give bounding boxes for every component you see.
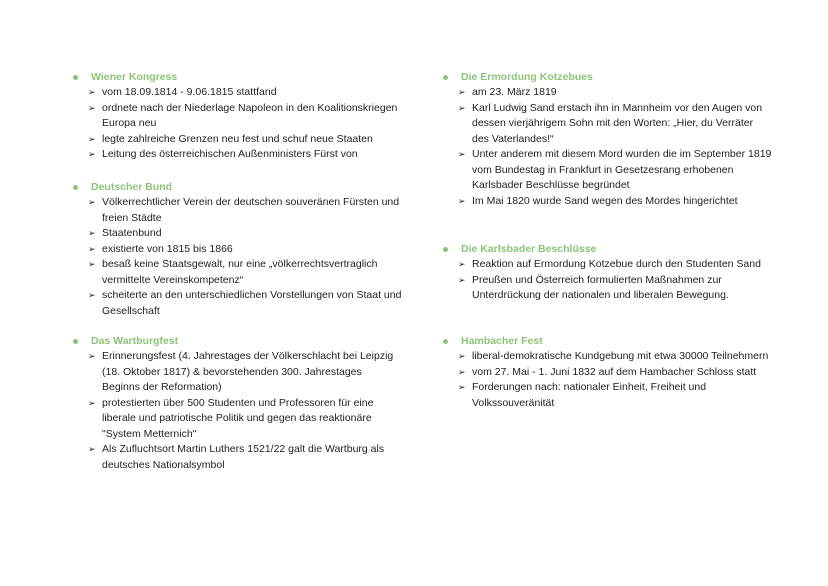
list-item: ➢ existierte von 1815 bis 1866: [72, 242, 402, 258]
section-heading: [442, 242, 772, 257]
list-item: ➢ vom 18.09.1814 - 9.06.1815 stattfand: [72, 85, 402, 101]
arrow-bullet-icon: ➢: [88, 290, 96, 300]
bullet-dot-icon: [73, 75, 78, 80]
list-item: ➢ am 23. März 1819: [442, 85, 772, 101]
arrow-bullet-icon: ➢: [88, 133, 96, 144]
arrow-bullet-icon: ➢: [88, 351, 96, 361]
list-item: ➢ Reaktion auf Ermordung Kotzebue durch den Studenten Sand: [442, 257, 772, 273]
list-item: ➢ Forderungen nach: nationaler Einheit, Freiheit und Volkssouveränität: [458, 381, 707, 409]
list-item: ➢ ordnete nach der Niederlage Napoleon in den Koalitionskriegen Europa neu: [88, 101, 398, 129]
list-item: ➢ Staatenbund: [72, 226, 402, 242]
section-ermordung-kotzebues: [442, 70, 772, 209]
section-heading: [72, 70, 402, 85]
bullet-dot-icon: [443, 75, 448, 80]
list-item: ➢ Im Mai 1820 wurde Sand wegen des Mordes hingerichtet: [442, 194, 772, 210]
arrow-bullet-icon: ➢: [88, 197, 96, 207]
bullet-dot-icon: [73, 339, 78, 344]
arrow-bullet-icon: ➢: [458, 366, 466, 377]
section-title: Wiener Kongress: [91, 71, 178, 83]
list-item: ➢ Unter anderem mit diesem Mord wurden die im September 1819 vom Bundestag in Frankfurt in Gesetzesrang erhobenen Karlsbader Beschlüsse begründet: [458, 148, 772, 191]
arrow-bullet-icon: ➢: [458, 102, 466, 113]
arrow-bullet-icon: ➢: [458, 382, 466, 392]
list-item: ➢ liberal-demokratische Kundgebung mit etwa 30000 Teilnehmern: [442, 349, 772, 365]
list-item: ➢ scheiterte an den unterschiedlichen Vorstellungen von Staat und Gesellschaft: [88, 289, 402, 317]
arrow-bullet-icon: ➢: [88, 228, 96, 238]
list-item: ➢ Erinnerungsfest (4. Jahrestages der Völkerschlacht bei Leipzig (18. Oktober 1817) & bevorstehenden 300. Jahrestages Beginns der Reformation): [88, 350, 394, 393]
list-item: ➢ legte zahlreiche Grenzen neu fest und schuf neue Staaten: [72, 132, 402, 148]
section-title: Die Ermordung Kotzebues: [461, 71, 593, 83]
list-item: ➢ Preußen und Österreich formulierten Maßnahmen zur Unterdrückung der nationalen und liberalen Bewegung.: [458, 273, 729, 301]
arrow-bullet-icon: ➢: [88, 444, 96, 454]
arrow-bullet-icon: ➢: [458, 259, 466, 269]
list-item: ➢ Karl Ludwig Sand erstach ihn in Mannheim vor den Augen von dessen vierjährigem Sohn mit den Worten: „Hier, du Verräter des Vaterlandes!“: [458, 101, 763, 145]
section-karlsbader-beschluesse: [442, 242, 772, 304]
arrow-bullet-icon: ➢: [88, 243, 96, 254]
arrow-bullet-icon: ➢: [88, 87, 96, 97]
arrow-bullet-icon: ➢: [458, 351, 466, 361]
list-item: ➢ vom 27. Mai - 1. Juni 1832 auf dem Hambacher Schloss statt: [442, 365, 772, 381]
list-item: ➢ Völkerrechtlicher Verein der deutschen souveränen Fürsten und freien Städte: [88, 196, 400, 224]
section-wartburgfest: [72, 334, 402, 473]
bullet-dot-icon: [443, 247, 448, 252]
section-title: Hambacher Fest: [461, 335, 543, 347]
list-item: ➢ besaß keine Staatsgewalt, nur eine „völkerrechtsvertraglich vermittelte Vereinskompetenz“: [88, 258, 378, 286]
section-hambacher-fest: [442, 334, 772, 411]
section-wiener-kongress: [72, 70, 402, 163]
arrow-bullet-icon: ➢: [458, 149, 466, 159]
bullet-dot-icon: [73, 185, 78, 190]
arrow-bullet-icon: ➢: [88, 259, 96, 269]
section-title: Deutscher Bund: [91, 181, 173, 193]
section-heading: [442, 70, 772, 85]
section-title: Das Wartburgfest: [91, 335, 179, 347]
section-title: Die Karlsbader Beschlüsse: [461, 243, 597, 255]
arrow-bullet-icon: ➢: [458, 87, 466, 97]
bullet-dot-icon: [443, 339, 448, 344]
section-heading: [72, 180, 402, 195]
section-deutscher-bund: [72, 180, 402, 319]
arrow-bullet-icon: ➢: [88, 102, 96, 113]
section-heading: [442, 334, 772, 349]
arrow-bullet-icon: ➢: [458, 195, 466, 206]
list-item: ➢ protestierten über 500 Studenten und Professoren für eine liberale und patriotische Politik und gegen das reaktionäre "System Metternich": [88, 396, 374, 440]
list-item: ➢ Als Zufluchtsort Martin Luthers 1521/22 galt die Wartburg als deutsches Nationalsymbol: [88, 443, 385, 471]
arrow-bullet-icon: ➢: [458, 274, 466, 285]
list-item: ➢ Leitung des österreichischen Außenministers Fürst von: [72, 147, 402, 163]
arrow-bullet-icon: ➢: [88, 397, 96, 408]
arrow-bullet-icon: ➢: [88, 149, 96, 159]
section-heading: [72, 334, 402, 349]
